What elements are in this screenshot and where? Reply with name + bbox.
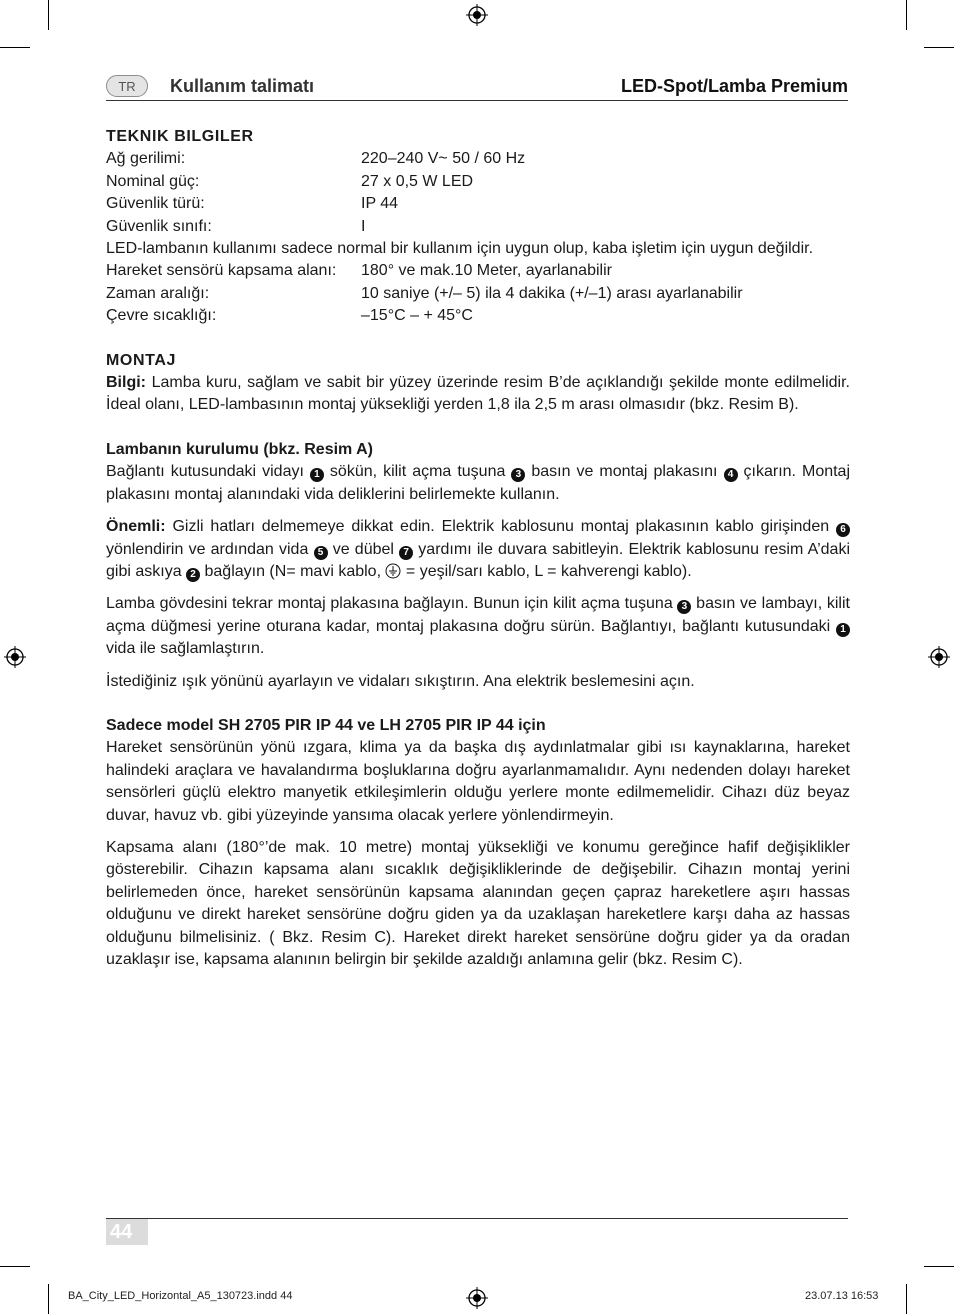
footer-rule bbox=[106, 1218, 848, 1219]
number-7-icon: 7 bbox=[399, 546, 413, 560]
crop-mark bbox=[48, 0, 49, 30]
spec-label: Hareket sensörü kapsama alanı: bbox=[106, 262, 337, 280]
text-run: vida ile sağlamlaştırın. bbox=[106, 640, 265, 658]
text-run: sökün, kilit açma tuşuna bbox=[323, 463, 512, 481]
crop-mark bbox=[48, 1284, 49, 1314]
page-header bbox=[106, 73, 848, 99]
spec-label: Güvenlik sınıfı: bbox=[106, 217, 212, 235]
montaj-info-paragraph bbox=[106, 372, 850, 417]
header-title: Kullanım talimatı bbox=[170, 76, 315, 96]
text-run: = yeşil/sarı kablo, L = kahverengi kablo). bbox=[401, 562, 692, 580]
spec-value: 10 saniye (+/– 5) ila 4 dakika (+/–1) arası ayarlanabilir bbox=[361, 284, 743, 302]
text-run: yardımı ile duvara sabitleyin. Elektrik kablosunu resim A’daki gibi askıya bbox=[106, 540, 851, 580]
spec-label: Nominal güç: bbox=[106, 172, 200, 190]
model-paragraph-1: Hareket sensörünün yönü ızgara, klima ya da başka dış aydınlatmalar gibi ısı kaynaklarına, hareket halindeki araçlara ve havalandırma boşluklarına doğru ayarlanmamalıdır. Aynı nedenden dolayı hareket sensörleri güçlü elektro manyetik etkileşimlerin olduğu yerlere monte edilmemelidir. Cihazı düz beyaz duvar, havuz vb. gibi yüzeyinde yansıma olacak yerlere yönlendirmeyin. bbox=[106, 739, 850, 824]
footer-file-info: BA_City_LED_Horizontal_A5_130723.indd 44 bbox=[68, 1290, 293, 1302]
number-1-icon: 1 bbox=[836, 623, 850, 637]
page-number: 44 bbox=[106, 1219, 148, 1245]
section-heading-specs: TEKNIK BILGILER bbox=[106, 128, 254, 145]
crop-mark bbox=[924, 47, 954, 48]
number-5-icon: 5 bbox=[314, 546, 328, 560]
spec-row bbox=[106, 171, 850, 193]
spec-row bbox=[106, 193, 850, 215]
number-2-icon: 2 bbox=[186, 568, 200, 582]
registration-mark-icon bbox=[4, 646, 26, 668]
footer-datetime: 23.07.13 16:53 bbox=[805, 1290, 879, 1302]
header-product: LED-Spot/Lamba Premium bbox=[620, 76, 848, 96]
number-1-icon: 1 bbox=[310, 468, 324, 482]
spec-label: Zaman aralığı: bbox=[106, 284, 210, 302]
spec-row bbox=[106, 216, 850, 238]
spec-value: IP 44 bbox=[361, 195, 399, 213]
text-run: ve dübel bbox=[327, 540, 400, 558]
spec-value: 27 x 0,5 W LED bbox=[361, 172, 474, 190]
spec-row bbox=[106, 283, 850, 305]
crop-mark bbox=[0, 1266, 30, 1267]
number-3-icon: 3 bbox=[511, 468, 525, 482]
section-heading-montaj: MONTAJ bbox=[106, 351, 176, 369]
spec-value: –15°C – + 45°C bbox=[361, 307, 473, 325]
model-paragraph-2: Kapsama alanı (180°’de mak. 10 metre) montaj yüksekliği ve konumu gereğince hafif değişiklikler gösterebilir. Cihazın kapsama alanı sıcaklık değişikliklerinde de değişebilir. Cihazın montaj yerini belirlemeden önce, hareket sensörünün kapsama alanından geçen çapraz hareketlere aşırı hassas olduğunu ve direkt hareket sensörüne doğru giden ya da uzaklaşan hareketlere karşı daha az hassas olduğunu bilmelisiniz. ( Bkz. Resim C). Hareket direkt hareket sensörüne doğru gider ya da oradan uzaklaşır ise, kapsama alanının belirgin bir şekilde azaldığı anlamına gelir (bkz. Resim C). bbox=[106, 838, 850, 968]
registration-mark-icon bbox=[928, 646, 950, 668]
text-run: basın ve lambayı, kilit açma düğmesi yerine oturana kadar, montaj plakasına doğru sürün. Bağlantıyı, bağlantı kutusundaki bbox=[106, 595, 850, 635]
crop-mark bbox=[0, 47, 30, 48]
kurulum-paragraph-2 bbox=[106, 516, 850, 583]
info-text: Lamba kuru, sağlam ve sabit bir yüzey üzerinde resim B’de açıklandığı şekilde monte edilmelidir. İdeal olanı, LED-lambasının montaj yüksekliği yerden 1,8 ila 2,5 m arası olmasıdır (bkz. Resim B). bbox=[106, 374, 850, 414]
text-run: Gizli hatları delmemeye dikkat edin. Elektrik kablosunu montaj plakasının kablo girişinden bbox=[165, 518, 836, 536]
language-badge: TR bbox=[106, 75, 148, 97]
kurulum-paragraph-3 bbox=[106, 593, 850, 660]
crop-mark bbox=[906, 0, 907, 30]
number-4-icon: 4 bbox=[724, 468, 738, 482]
registration-mark-icon bbox=[466, 4, 488, 26]
number-3-icon: 3 bbox=[677, 600, 691, 614]
spec-label: Ağ gerilimi: bbox=[106, 150, 186, 168]
kurulum-paragraph-1 bbox=[106, 461, 850, 506]
spec-label: Çevre sıcaklığı: bbox=[106, 307, 217, 325]
text-run: yönlendirin ve ardından vida bbox=[106, 540, 314, 558]
info-label: Bilgi: bbox=[106, 374, 146, 392]
section-heading-kurulum: Lambanın kurulumu (bkz. Resim A) bbox=[106, 440, 373, 458]
text-run: basın ve montaj plakasını bbox=[525, 463, 724, 481]
spec-row bbox=[106, 148, 850, 170]
text-run: Bağlantı kutusundaki vidayı bbox=[106, 463, 310, 481]
spec-row bbox=[106, 260, 850, 282]
section-heading-model: Sadece model SH 2705 PIR IP 44 ve LH 2705 PIR IP 44 için bbox=[106, 716, 546, 734]
spec-value: 180° ve mak.10 Meter, ayarlanabilir bbox=[361, 262, 612, 280]
header-rule bbox=[106, 100, 848, 101]
crop-mark bbox=[906, 1284, 907, 1314]
registration-mark-icon bbox=[466, 1287, 488, 1309]
spec-value: 220–240 V~ 50 / 60 Hz bbox=[361, 150, 526, 168]
crop-mark bbox=[924, 1266, 954, 1267]
spec-row bbox=[106, 305, 850, 327]
number-6-icon: 6 bbox=[836, 523, 850, 537]
spec-value: I bbox=[361, 217, 366, 235]
text-run: Lamba gövdesini tekrar montaj plakasına bağlayın. Bunun için kilit açma tuşuna bbox=[106, 595, 678, 613]
ground-symbol-icon bbox=[385, 563, 401, 579]
main-content bbox=[106, 126, 850, 971]
spec-label: Güvenlik türü: bbox=[106, 195, 205, 213]
spec-note: LED-lambanın kullanımı sadece normal bir kullanım için uygun olup, kaba işletim için uygun değildir. bbox=[106, 240, 814, 258]
important-label: Önemli: bbox=[106, 518, 166, 536]
text-run: çıkarın. Montaj plakasını montaj alanındaki vida deliklerini belirlemekte kullanın. bbox=[106, 463, 851, 503]
text-run: bağlayın (N= mavi kablo, bbox=[200, 562, 386, 580]
kurulum-paragraph-4: İstediğiniz ışık yönünü ayarlayın ve vidaları sıkıştırın. Ana elektrik beslemesini açın. bbox=[106, 672, 695, 690]
